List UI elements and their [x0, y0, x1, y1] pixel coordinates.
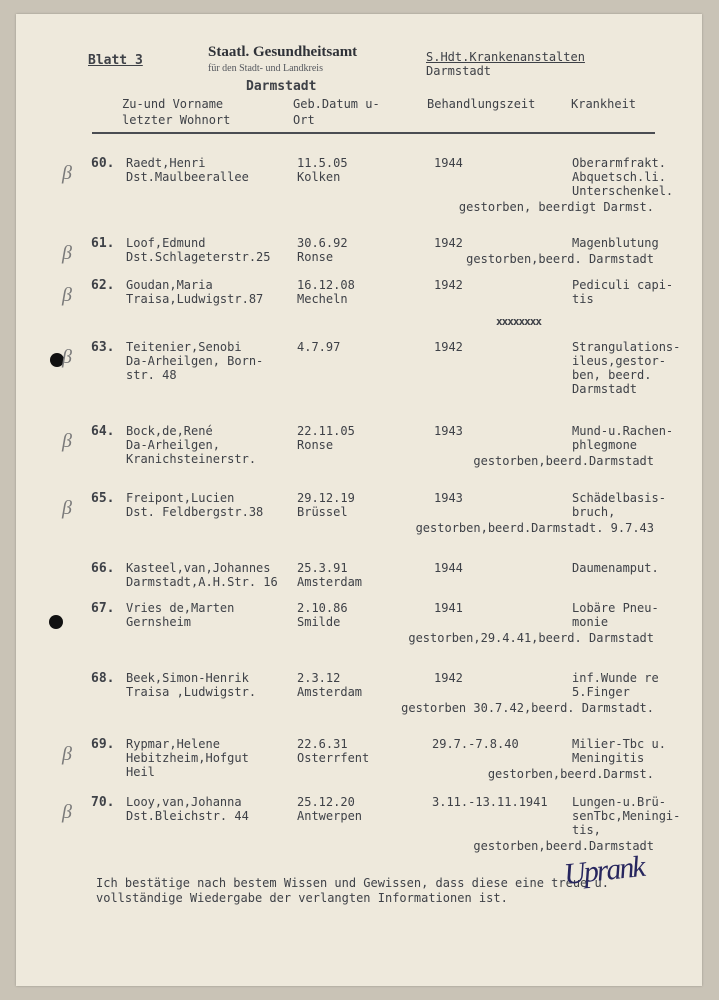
name-line: Kranichsteinerstr.	[126, 452, 257, 466]
treatment-period: 1942	[434, 278, 463, 292]
illness-description	[572, 601, 659, 629]
illness-line: tis,	[572, 823, 601, 837]
institution-line2: Darmstadt	[426, 64, 492, 78]
illness-line: senTbc,Meningi-	[572, 809, 681, 823]
illness-line: Magenblutung	[572, 236, 659, 250]
treatment-period: 29.7.-7.8.40	[432, 737, 519, 751]
illness-description	[572, 340, 680, 396]
outcome-note: gestorben,beerd.Darmstadt. 9.7.43	[415, 521, 654, 535]
name-line: Rypmar,Helene	[126, 737, 220, 751]
illness-line: inf.Wunde re	[572, 671, 659, 685]
birth-line: Brüssel	[297, 505, 348, 519]
birth-line: 2.3.12	[297, 671, 341, 685]
birth-date-place	[297, 156, 348, 184]
birth-date-place	[297, 340, 340, 354]
name-line: Beek,Simon-Henrik	[126, 671, 249, 685]
handwritten-check-mark: β	[62, 162, 72, 184]
illness-line: Darmstadt	[572, 382, 638, 396]
handwritten-check-mark: β	[62, 284, 72, 306]
handwritten-check-mark: β	[62, 801, 72, 823]
entry-number: 67.	[91, 601, 115, 616]
column-header-treatment: Behandlungszeit	[427, 97, 536, 111]
column-header-illness: Krankheit	[571, 97, 637, 111]
birth-line: 25.3.91	[297, 561, 348, 575]
outcome-note: gestorben,beerd. Darmstadt	[466, 252, 654, 266]
name-line: Teitenier,Senobi	[126, 340, 242, 354]
name-line: Vries de,Marten	[126, 601, 235, 615]
illness-line: ben, beerd.	[572, 368, 652, 382]
illness-line: Oberarmfrakt.	[572, 156, 666, 170]
illness-line: Lungen-u.Brü-	[572, 795, 666, 809]
name-line: Hebitzheim,Hofgut	[126, 751, 249, 765]
entry-number: 64.	[91, 424, 115, 439]
birth-date-place	[297, 737, 369, 765]
name-line: Dst.Schlageterstr.25	[126, 250, 271, 264]
illness-line: phlegmone	[572, 438, 638, 452]
entry-number: 66.	[91, 561, 115, 576]
birth-line: Ronse	[297, 438, 334, 452]
entry-number: 68.	[91, 671, 115, 686]
illness-line: monie	[572, 615, 609, 629]
patient-name-address	[126, 671, 256, 699]
birth-date-place	[297, 424, 355, 452]
outcome-note: gestorben,beerd.Darmst.	[487, 767, 654, 781]
birth-line: Kolken	[297, 170, 341, 184]
outcome-note: gestorben,beerd.Darmstadt	[473, 839, 654, 853]
handwritten-check-mark: β	[62, 242, 72, 264]
birth-date-place	[297, 795, 362, 823]
name-line: Gernsheim	[126, 615, 192, 629]
treatment-period: 1944	[434, 156, 463, 170]
illness-description	[572, 278, 673, 306]
illness-line: Daumenamput.	[572, 561, 659, 575]
patient-name-address	[126, 236, 271, 264]
entry-number: 61.	[91, 236, 115, 251]
birth-line: 25.12.20	[297, 795, 355, 809]
punch-hole-bottom	[49, 615, 63, 629]
birth-line: 2.10.86	[297, 601, 348, 615]
name-line: Traisa ,Ludwigstr.	[126, 685, 257, 699]
patient-name-address	[126, 561, 278, 589]
illness-line: Strangulations-	[572, 340, 681, 354]
column-header-name-1: Zu-und Vorname	[122, 97, 224, 111]
birth-line: 11.5.05	[297, 156, 348, 170]
illness-line: Meningitis	[572, 751, 645, 765]
office-stamp-line2: für den Stadt- und Landkreis	[208, 63, 323, 74]
struck-out-text: xxxxxxxx	[496, 315, 541, 328]
outcome-note: gestorben, beerdigt Darmst.	[458, 200, 654, 214]
treatment-period: 1942	[434, 236, 463, 250]
entry-number: 60.	[91, 156, 115, 171]
name-line: str. 48	[126, 368, 177, 382]
illness-line: ileus,gestor-	[572, 354, 666, 368]
signature: Uprank	[562, 849, 646, 892]
name-line: Loof,Edmund	[126, 236, 206, 250]
illness-line: bruch,	[572, 505, 616, 519]
illness-line: 5.Finger	[572, 685, 630, 699]
illness-line: Mund-u.Rachen-	[572, 424, 674, 438]
sheet-label: Blatt 3	[88, 53, 143, 68]
entry-number: 65.	[91, 491, 115, 506]
birth-line: Amsterdam	[297, 575, 363, 589]
birth-line: 30.6.92	[297, 236, 348, 250]
patient-name-address	[126, 491, 263, 519]
patient-name-address	[126, 601, 234, 629]
illness-line: Pediculi capi-	[572, 278, 674, 292]
illness-description	[572, 236, 659, 250]
name-line: Da-Arheilgen,	[126, 438, 220, 452]
treatment-period: 1943	[434, 491, 463, 505]
birth-line: 29.12.19	[297, 491, 355, 505]
birth-line: Osterrfent	[297, 751, 370, 765]
illness-line: Milier-Tbc u.	[572, 737, 666, 751]
entry-number: 69.	[91, 737, 115, 752]
name-line: Dst.Maulbeerallee	[126, 170, 249, 184]
name-line: Bock,de,René	[126, 424, 213, 438]
patient-name-address	[126, 156, 249, 184]
institution-line1: S.Hdt.Krankenanstalten	[426, 50, 585, 64]
document-page	[16, 14, 702, 986]
handwritten-check-mark: β	[62, 430, 72, 452]
birth-date-place	[297, 491, 355, 519]
illness-description	[572, 795, 680, 837]
birth-line: Smilde	[297, 615, 341, 629]
office-stamp-line1: Staatl. Gesundheitsamt	[208, 44, 358, 60]
birth-date-place	[297, 601, 348, 629]
birth-date-place	[297, 671, 362, 699]
birth-line: 16.12.08	[297, 278, 355, 292]
illness-line: Unterschenkel.	[572, 184, 674, 198]
treatment-period: 3.11.-13.11.1941	[432, 795, 548, 809]
birth-line: Mecheln	[297, 292, 348, 306]
name-line: Raedt,Henri	[126, 156, 206, 170]
treatment-period: 1941	[434, 601, 463, 615]
illness-line: Schädelbasis-	[572, 491, 666, 505]
birth-line: Ronse	[297, 250, 334, 264]
name-line: Dst. Feldbergstr.38	[126, 505, 264, 519]
birth-date-place	[297, 236, 348, 264]
treatment-period: 1942	[434, 340, 463, 354]
name-line: Kasteel,van,Johannes	[126, 561, 271, 575]
entry-number: 63.	[91, 340, 115, 355]
birth-line: 4.7.97	[297, 340, 341, 354]
name-line: Freipont,Lucien	[126, 491, 235, 505]
name-line: Da-Arheilgen, Born-	[126, 354, 264, 368]
birth-line: 22.6.31	[297, 737, 348, 751]
illness-description	[572, 561, 659, 575]
illness-description	[572, 737, 666, 765]
name-line: Dst.Bleichstr. 44	[126, 809, 249, 823]
birth-line: 22.11.05	[297, 424, 355, 438]
birth-line: Amsterdam	[297, 685, 363, 699]
illness-description	[572, 156, 673, 198]
entry-number: 62.	[91, 278, 115, 293]
treatment-period: 1942	[434, 671, 463, 685]
patient-name-address	[126, 340, 263, 382]
patient-name-address	[126, 737, 249, 779]
patient-name-address	[126, 278, 263, 306]
name-line: Looy,van,Johanna	[126, 795, 242, 809]
patient-name-address	[126, 424, 256, 466]
handwritten-check-mark: β	[62, 497, 72, 519]
entry-number: 70.	[91, 795, 115, 810]
name-line: Darmstadt,A.H.Str. 16	[126, 575, 278, 589]
birth-date-place	[297, 561, 362, 589]
column-header-name-2: letzter Wohnort	[122, 113, 231, 127]
illness-description	[572, 671, 659, 699]
certification-line1: Ich bestätige nach bestem Wissen und Gewissen, dass diese eine treue u.	[96, 876, 609, 890]
illness-line: Lobäre Pneu-	[572, 601, 659, 615]
treatment-period: 1944	[434, 561, 463, 575]
name-line: Traisa,Ludwigstr.87	[126, 292, 264, 306]
treatment-period: 1943	[434, 424, 463, 438]
illness-description	[572, 424, 673, 452]
illness-description	[572, 491, 666, 519]
handwritten-check-mark: β	[62, 743, 72, 765]
illness-line: Abquetsch.li.	[572, 170, 666, 184]
handwritten-check-mark: β	[62, 346, 72, 368]
outcome-note: gestorben 30.7.42,beerd. Darmstadt.	[401, 701, 654, 715]
name-line: Heil	[126, 765, 155, 779]
outcome-note: gestorben,29.4.41,beerd. Darmstadt	[408, 631, 654, 645]
column-header-birth-1: Geb.Datum u-	[293, 97, 380, 111]
patient-name-address	[126, 795, 249, 823]
header-rule	[92, 132, 655, 134]
outcome-note: gestorben,beerd.Darmstadt	[473, 454, 654, 468]
birth-line: Antwerpen	[297, 809, 363, 823]
office-stamp-city: Darmstadt	[246, 79, 317, 94]
column-header-birth-2: Ort	[293, 113, 315, 127]
birth-date-place	[297, 278, 355, 306]
name-line: Goudan,Maria	[126, 278, 213, 292]
certification-line2: vollständige Wiedergabe der verlangten Informationen ist.	[96, 891, 508, 905]
illness-line: tis	[572, 292, 594, 306]
